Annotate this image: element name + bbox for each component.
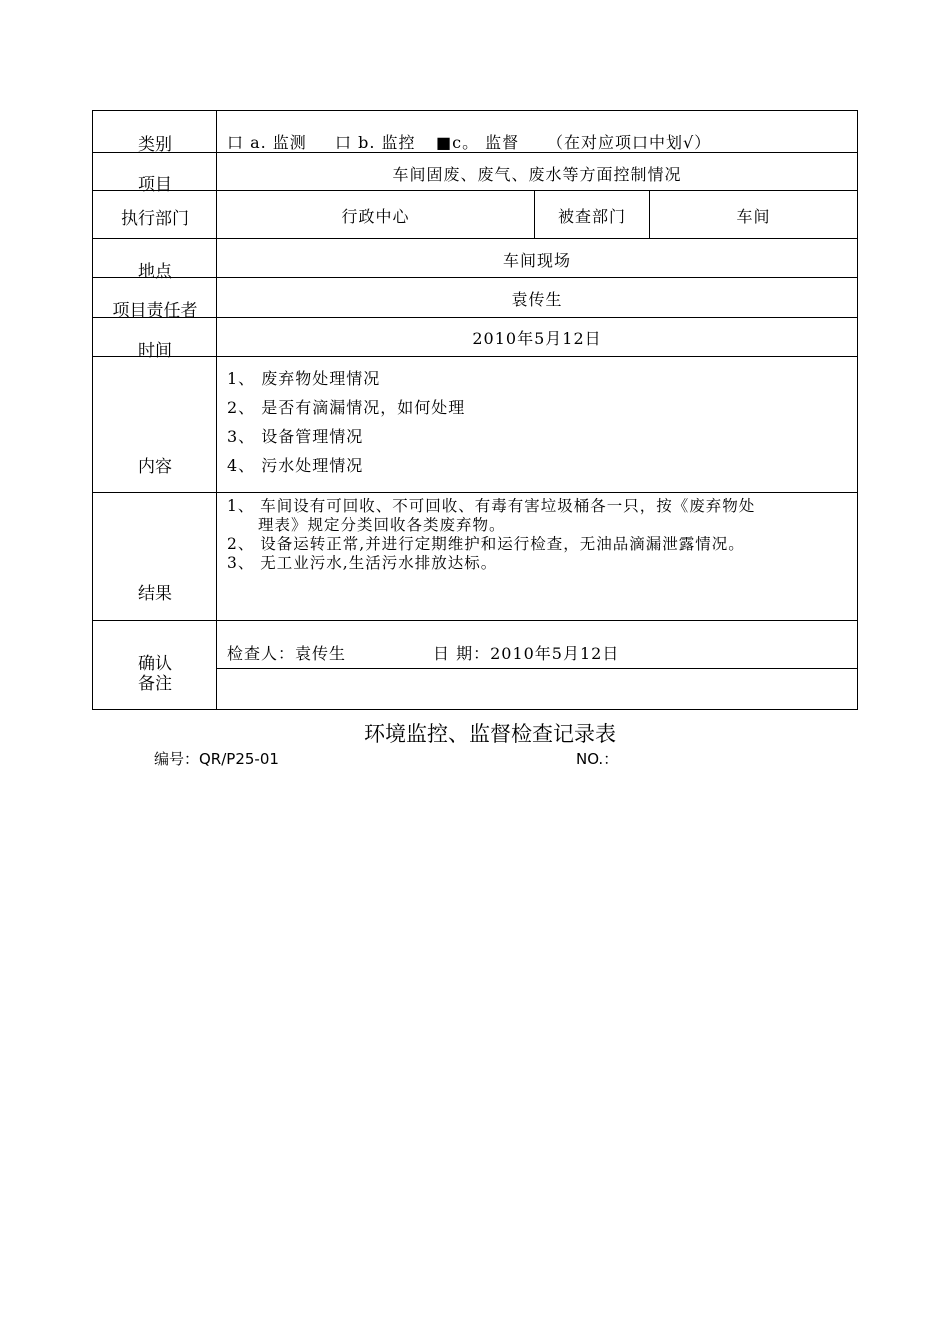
category-hint: （在对应项口中划√） <box>547 133 712 152</box>
label-exec-dept: 执行部门 <box>121 209 189 229</box>
inspected-dept-label: 被查部门 <box>557 207 626 226</box>
table-divider <box>92 238 858 239</box>
content-item: 3、 设备管理情况 <box>227 427 364 446</box>
label-time: 时间 <box>138 341 172 361</box>
inspected-dept-value: 车间 <box>736 207 771 226</box>
table-divider <box>216 668 858 669</box>
content-item: 4、 污水处理情况 <box>227 456 364 475</box>
label-responsible: 项目责任者 <box>112 301 198 321</box>
label-content: 内容 <box>138 457 172 477</box>
time-value: 2010年5月12日 <box>472 329 602 348</box>
content-item: 1、 废弃物处理情况 <box>227 369 381 388</box>
table-border-bottom <box>92 709 858 710</box>
item-value: 车间固废、废气、废水等方面控制情况 <box>392 165 682 184</box>
label-location: 地点 <box>138 262 172 282</box>
table-border-left <box>92 110 93 710</box>
form-title: 环境监控、监督检查记录表 <box>364 722 616 746</box>
form-code: 编号：QR/P25-01 <box>154 750 279 768</box>
inspection-date: 日 期：2010年5月12日 <box>433 644 620 663</box>
label-remark: 备注 <box>138 674 172 694</box>
exec-dept-value: 行政中心 <box>341 207 410 226</box>
result-line: 理表》规定分类回收各类废弃物。 <box>258 516 506 534</box>
location-value: 车间现场 <box>502 251 571 270</box>
category-option-a: 口 a. 监测 <box>227 133 307 152</box>
label-item: 项目 <box>138 175 172 195</box>
result-line: 3、 无工业污水,生活污水排放达标。 <box>227 554 498 572</box>
label-result: 结果 <box>138 584 172 604</box>
table-divider <box>92 492 858 493</box>
responsible-value: 袁传生 <box>511 290 563 309</box>
result-line: 1、 车间设有可回收、不可回收、有毒有害垃圾桶各一只，按《废弃物处 <box>227 497 756 515</box>
table-border-top <box>92 110 858 111</box>
inspector-name: 检查人：袁传生 <box>227 644 347 663</box>
content-item: 2、 是否有滴漏情况，如何处理 <box>227 398 466 417</box>
category-option-c: ■c。 监督 <box>436 133 520 152</box>
label-category: 类别 <box>138 135 172 155</box>
category-option-b: 口 b. 监控 <box>335 133 416 152</box>
table-divider <box>92 620 858 621</box>
table-border-right <box>857 110 858 710</box>
table-column-divider <box>216 110 217 710</box>
form-number: NO.： <box>576 750 619 768</box>
result-line: 2、 设备运转正常,并进行定期维护和运行检查，无油品滴漏泄露情况。 <box>227 535 745 553</box>
label-confirm: 确认 <box>138 654 172 674</box>
